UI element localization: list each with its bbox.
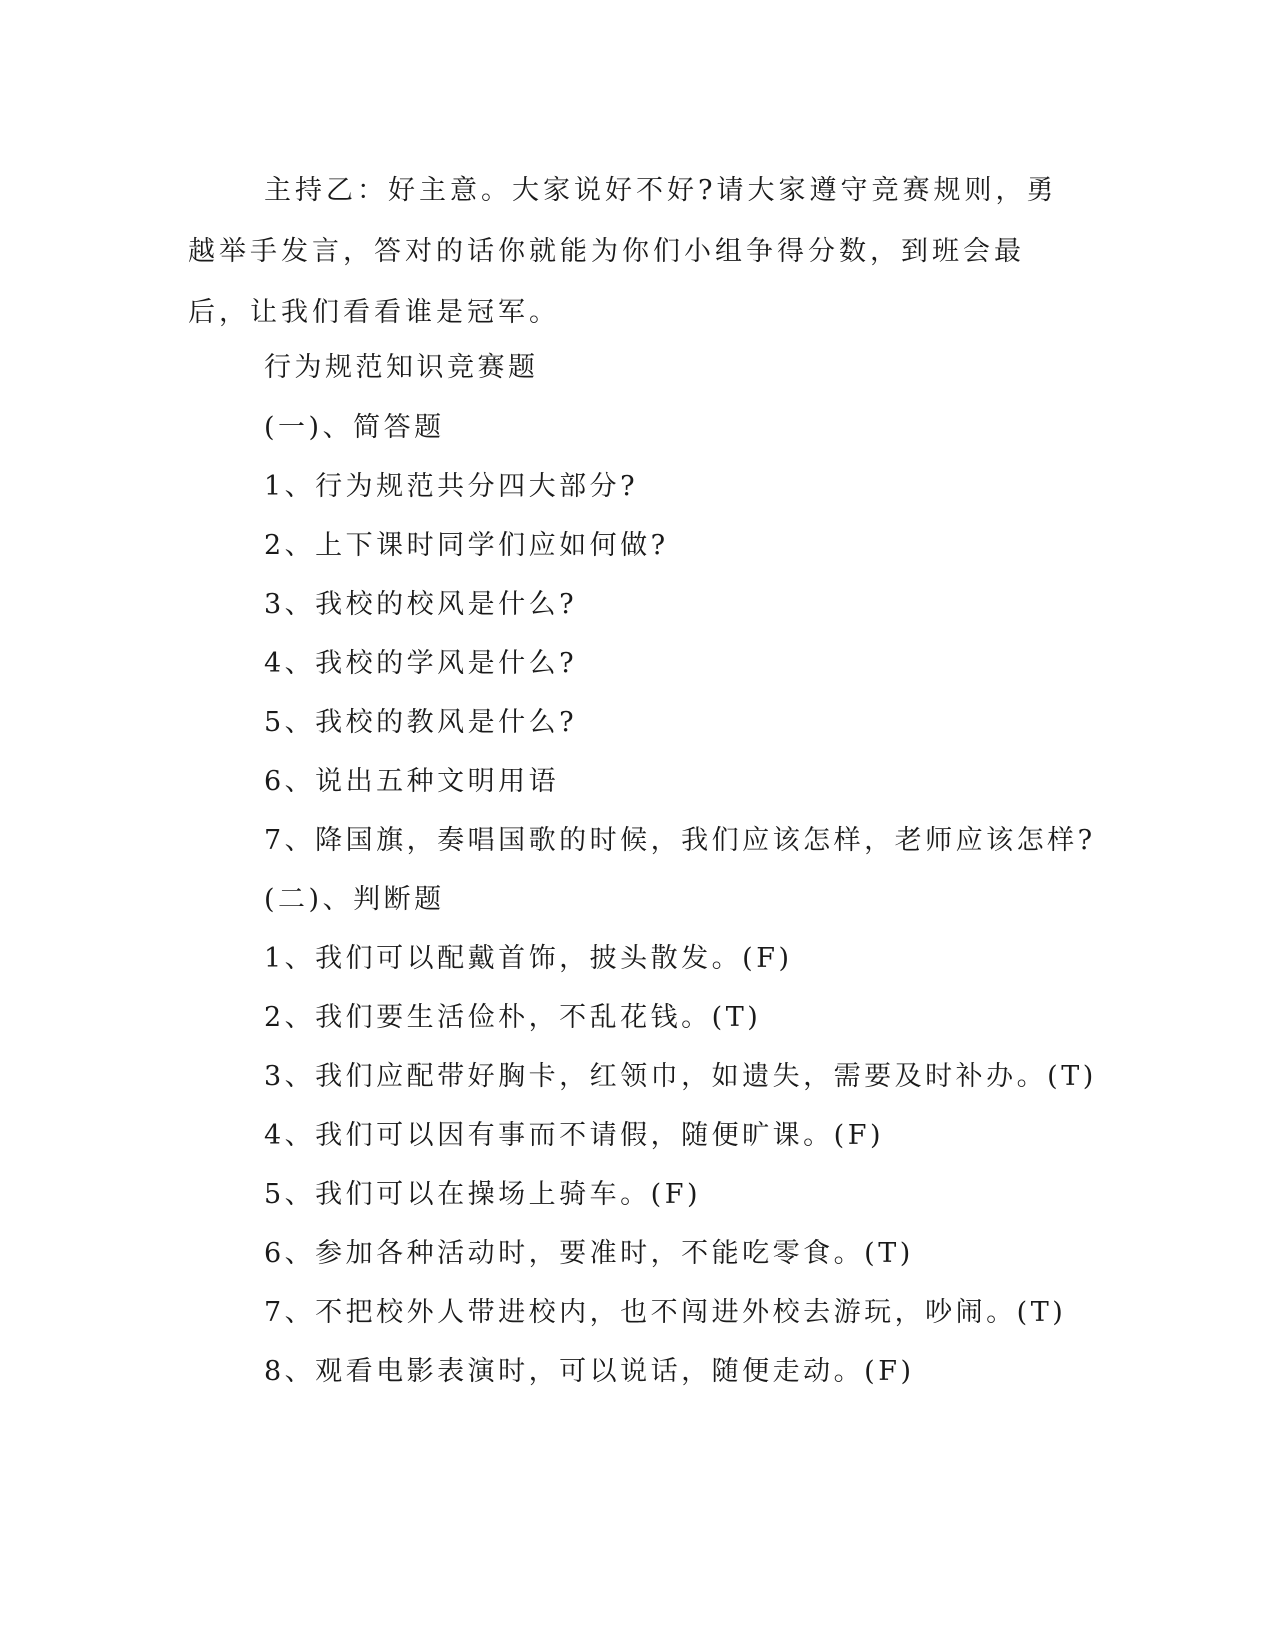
section-heading-true-false: (二)、判断题 bbox=[264, 884, 445, 915]
question-item: 7、降国旗，奏唱国歌的时候，我们应该怎样，老师应该怎样? bbox=[264, 825, 1096, 856]
question-item: 2、上下课时同学们应如何做? bbox=[264, 530, 669, 561]
section-heading-short-answer: (一)、简答题 bbox=[264, 412, 445, 443]
judgment-item: 8、观看电影表演时，可以说话，随便走动。(F) bbox=[264, 1356, 915, 1387]
judgment-item: 4、我们可以因有事而不请假，随便旷课。(F) bbox=[264, 1120, 884, 1151]
judgment-item: 1、我们可以配戴首饰，披头散发。(F) bbox=[264, 943, 793, 974]
question-item: 3、我校的校风是什么? bbox=[264, 589, 578, 620]
judgment-item: 5、我们可以在操场上骑车。(F) bbox=[264, 1179, 701, 1210]
intro-paragraph: 主持乙：好主意。大家说好不好?请大家遵守竞赛规则，勇越举手发言，答对的话你就能为你们小组争得分数，到班会最后，让我们看看谁是冠军。 bbox=[188, 175, 1058, 328]
judgment-item: 6、参加各种活动时，要准时，不能吃零食。(T) bbox=[264, 1238, 914, 1269]
judgment-item: 3、我们应配带好胸卡，红领巾，如遗失，需要及时补办。(T) bbox=[264, 1061, 1097, 1092]
question-item: 5、我校的教风是什么? bbox=[264, 707, 578, 738]
question-item: 6、说出五种文明用语 bbox=[264, 766, 560, 797]
question-item: 4、我校的学风是什么? bbox=[264, 648, 578, 679]
judgment-item: 7、不把校外人带进校内，也不闯进外校去游玩，吵闹。(T) bbox=[264, 1297, 1067, 1328]
contest-title: 行为规范知识竞赛题 bbox=[264, 352, 539, 383]
question-item: 1、行为规范共分四大部分? bbox=[264, 471, 639, 502]
judgment-item: 2、我们要生活俭朴，不乱花钱。(T) bbox=[264, 1002, 762, 1033]
